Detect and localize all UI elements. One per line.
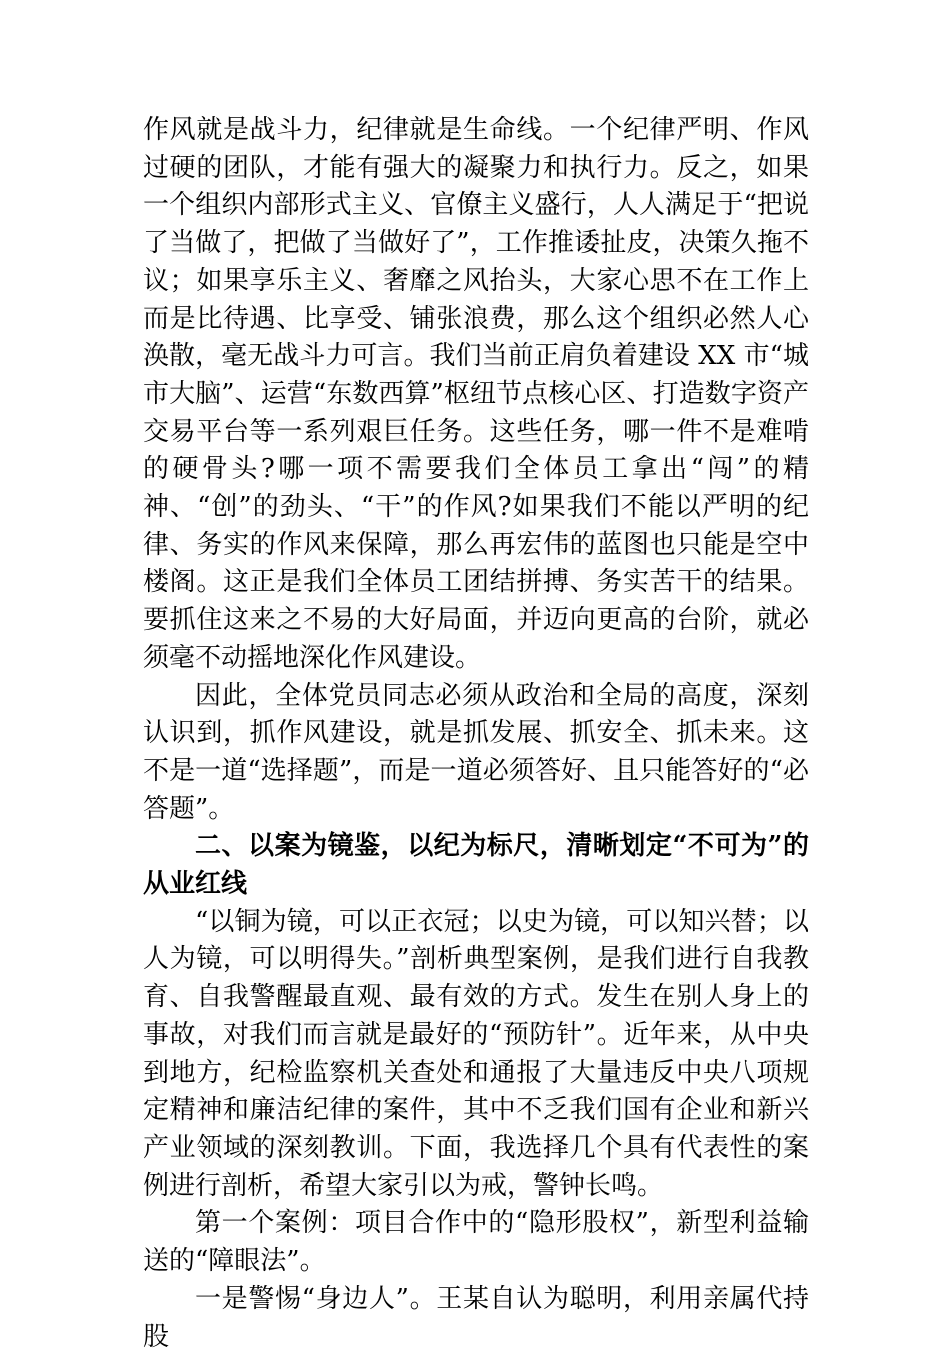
paragraph-first-case-title: 第一个案例：项目合作中的“隐形股权”，新型利益输送的“障眼法”。 <box>143 1208 809 1277</box>
document-body <box>143 112 809 1356</box>
paragraph-political-height: 因此，全体党员同志必须从政治和全局的高度，深刻认识到，抓作风建设，就是抓发展、抓安全、抓未来。这不是一道“选择题”，而是一道必须答好、且只能答好的“必答题”。 <box>143 680 809 824</box>
section-heading-case-mirror: 二、以案为镜鉴，以纪为标尺，清晰划定“不可为”的从业红线 <box>143 831 809 900</box>
paragraph-discipline-importance: 作风就是战斗力，纪律就是生命线。一个纪律严明、作风过硬的团队，才能有强大的凝聚力和执行力。反之，如果一个组织内部形式主义、官僚主义盛行，人人满足于“把说了当做了，把做了当做好了”，工作推诿扯皮，决策久拖不议；如果享乐主义、奢靡之风抬头，大家心思不在工作上而是比待遇、比享受、铺张浪费，那么这个组织必然人心涣散，毫无战斗力可言。我们当前正肩负着建设 XX 市“城市大脑”、运营“东数西算”枢纽节点核心区、打造数字资产交易平台等一系列艰巨任务。这些任务，哪一件不是难啃的硬骨头?哪一项不需要我们全体员工拿出“闯”的精神、“创”的劲头、“干”的作风?如果我们不能以严明的纪律、务实的作风来保障，那么再宏伟的蓝图也只能是空中楼阁。这正是我们全体员工团结拼搏、务实苦干的结果。要抓住这来之不易的大好局面，并迈向更高的台阶，就必须毫不动摇地深化作风建设。 <box>143 115 809 673</box>
paragraph-case-analysis-intro: “以铜为镜，可以正衣冠；以史为镜，可以知兴替；以人为镜，可以明得失。”剖析典型案例，是我们进行自我教育、自我警醒最直观、最有效的方式。发生在别人身上的事故，对我们而言就是最好的“预防针”。近年来，从中央到地方，纪检监察机关查处和通报了大量违反中央八项规定精神和廉洁纪律的案件，其中不乏我们国有企业和新兴产业领域的深刻教训。下面，我选择几个具有代表性的案例进行剖析，希望大家引以为戒，警钟长鸣。 <box>143 906 809 1201</box>
paragraph-first-case-point-one: 一是警惕“身边人”。王某自认为聪明，利用亲属代持股 <box>143 1283 809 1352</box>
